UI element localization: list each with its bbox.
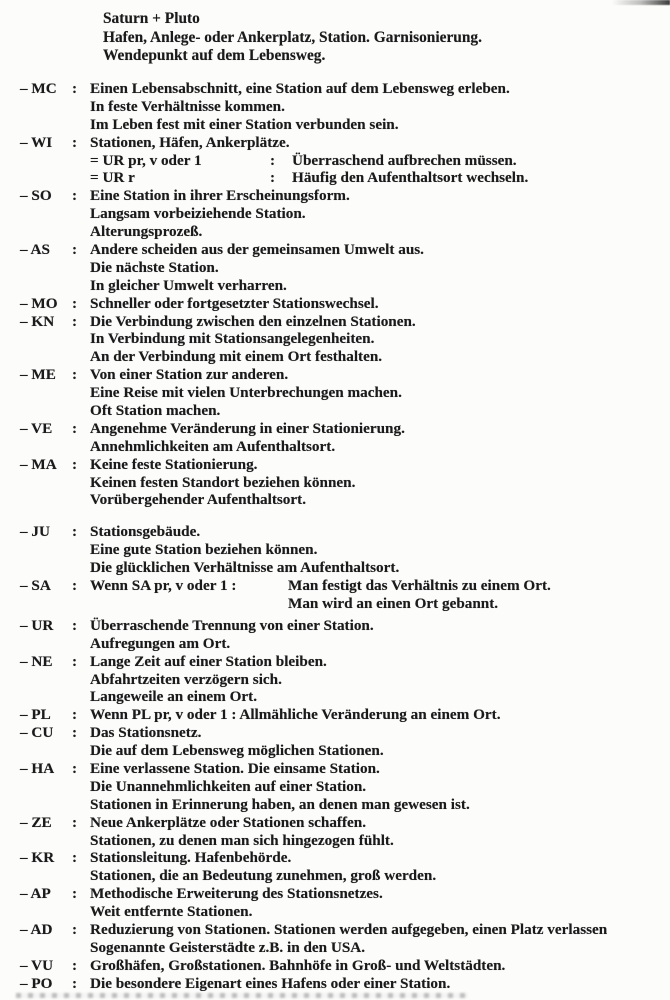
condition-text: Wenn SA pr, v oder 1 : (90, 577, 237, 595)
key-colon: : (72, 455, 78, 473)
entry-row (0, 832, 670, 850)
entry-row-ha (0, 760, 670, 778)
key-colon: : (72, 759, 78, 777)
meaning-text: Vorübergehender Aufenthaltsort. (90, 491, 306, 509)
entry-row-me (0, 366, 670, 384)
planet-key: – KN (20, 312, 55, 330)
meaning-text: In Verbindung mit Stationsangelegenheiten. (90, 330, 375, 348)
key-colon: : (72, 294, 78, 312)
key-colon: : (72, 80, 78, 97)
key-colon: : (72, 885, 78, 903)
meaning-text: Neue Ankerplätze oder Stationen schaffen. (90, 813, 367, 831)
meaning-text: Stationsgebäude. (90, 523, 201, 541)
planet-key: – SO (20, 187, 52, 205)
meaning-text: Großhäfen, Großstationen. Bahnhöfe in Groß- und Weltstädten. (90, 956, 506, 974)
entry-row (0, 635, 670, 653)
entry-row (0, 474, 670, 492)
condition-colon: : (270, 169, 276, 187)
scan-smudge-artifact (612, 0, 670, 5)
key-colon: : (72, 849, 78, 867)
meaning-text: Eine Reise mit vielen Unterbrechungen machen. (90, 384, 402, 402)
meaning-text: Eine verlassene Station. Die einsame Station. (90, 759, 380, 777)
planet-key: – VE (20, 419, 53, 437)
entry-row (0, 559, 670, 577)
meaning-text: Keinen festen Standort beziehen können. (90, 473, 356, 491)
condition-colon: : (270, 151, 276, 169)
meaning-text: Keine feste Stationierung. (90, 455, 258, 473)
planet-key: – HA (20, 759, 55, 777)
meaning-text: Reduzierung von Stationen. Stationen werden aufgegeben, einen Platz verlassen (90, 920, 608, 938)
planet-key: – MO (20, 294, 58, 312)
entry-row (0, 867, 670, 885)
key-colon: : (72, 724, 78, 742)
planet-key: – VU (20, 956, 54, 974)
meaning-text: Überraschend aufbrechen müssen. (292, 151, 517, 169)
planet-key: – MC (20, 80, 57, 97)
entry-row-mo (0, 295, 670, 313)
meaning-text: Eine Station in ihrer Erscheinungsform. (90, 187, 350, 205)
entry-row-kr (0, 849, 670, 867)
entry-row-po (0, 975, 670, 993)
entry-row-ur (0, 617, 670, 635)
meaning-text: Häufig den Aufenthaltsort wechseln. (292, 169, 529, 187)
key-colon: : (72, 366, 78, 384)
planet-key: – SA (20, 577, 51, 595)
meaning-text: Im Leben fest mit einer Station verbunden sein. (90, 115, 399, 133)
key-colon: : (72, 974, 78, 992)
entry-row-ju (0, 523, 670, 541)
meaning-text: Andere scheiden aus der gemeinsamen Umwelt aus. (90, 241, 424, 259)
planet-key: – UR (20, 616, 54, 634)
meaning-text: Stationen, Häfen, Ankerplätze. (90, 133, 290, 151)
key-colon: : (72, 187, 78, 205)
planet-key: – NE (20, 652, 53, 670)
planet-key: – WI (20, 133, 53, 151)
meaning-text: Aufregungen am Ort. (90, 634, 231, 652)
meaning-text: Eine gute Station beziehen können. (90, 541, 318, 559)
meaning-text: Alterungsprozeß. (90, 223, 203, 241)
meaning-text: An der Verbindung mit einem Ort festhalten. (90, 348, 383, 366)
key-colon: : (72, 956, 78, 974)
key-colon: : (72, 813, 78, 831)
meaning-text: Überraschende Trennung von einer Station. (90, 616, 374, 634)
entry-row (0, 330, 670, 348)
planet-key: – ME (20, 366, 56, 384)
entry-row (0, 688, 670, 706)
entry-row (0, 402, 670, 420)
entry-row-as (0, 241, 670, 259)
entry-row-mc (0, 80, 670, 98)
entry-row-sa (0, 577, 670, 595)
meaning-text: Die Verbindung zwischen den einzelnen Stationen. (90, 312, 416, 330)
meaning-text: Methodische Erweiterung des Stationsnetzes. (90, 885, 383, 903)
entry-list (0, 80, 670, 993)
meaning-text: Stationen, zu denen man sich hingezogen fühlt. (90, 831, 394, 849)
key-colon: : (72, 419, 78, 437)
entry-subrow (0, 595, 670, 613)
key-colon: : (72, 706, 78, 724)
meaning-text: Stationen, die an Bedeutung zunehmen, groß werden. (90, 867, 437, 885)
cutoff-text-artifact (16, 993, 468, 998)
entry-row (0, 223, 670, 241)
key-colon: : (72, 241, 78, 259)
entry-row-wi (0, 134, 670, 152)
entry-row (0, 348, 670, 366)
condition-text: = UR r (90, 169, 135, 187)
meaning-text: In gleicher Umwelt verharren. (90, 276, 287, 294)
entry-row-so (0, 187, 670, 205)
entry-row-ne (0, 653, 670, 671)
meaning-text: Man wird an einen Ort gebannt. (288, 594, 499, 612)
entry-row (0, 116, 670, 134)
planet-key: – AP (20, 885, 51, 903)
meaning-text: Die auf dem Lebensweg möglichen Stationen. (90, 742, 384, 760)
entry-row-pl (0, 706, 670, 724)
meaning-text: Von einer Station zur anderen. (90, 366, 289, 384)
meaning-text: Langsam vorbeiziehende Station. (90, 205, 306, 223)
key-colon: : (72, 133, 78, 151)
key-colon: : (72, 577, 78, 595)
entry-subrow (0, 152, 670, 170)
meaning-text: Sogenannte Geisterstädte z.B. in den USA. (90, 938, 366, 956)
entry-row-ze (0, 814, 670, 832)
meaning-text: In feste Verhältnisse kommen. (90, 97, 285, 115)
entry-row (0, 491, 670, 509)
meaning-text: Weit entfernte Stationen. (90, 903, 253, 921)
planet-key: – MA (20, 455, 57, 473)
planet-key: – KR (20, 849, 55, 867)
entry-row-ve (0, 420, 670, 438)
meaning-text: Man festigt das Verhältnis zu einem Ort. (288, 577, 551, 595)
meaning-text: Lange Zeit auf einer Station bleiben. (90, 652, 327, 670)
key-colon: : (72, 920, 78, 938)
meaning-text: Oft Station machen. (90, 402, 221, 420)
planet-key: – PL (20, 706, 51, 724)
planet-key: – PO (20, 974, 53, 992)
meaning-text: Stationsleitung. Hafenbehörde. (90, 849, 292, 867)
entry-row (0, 205, 670, 223)
condition-text: = UR pr, v oder 1 (90, 151, 202, 169)
entry-row-vu (0, 957, 670, 975)
meaning-text: Annehmlichkeiten am Aufenthaltsort. (90, 437, 336, 455)
meaning-text: Angenehme Veränderung in einer Stationierung. (90, 419, 405, 437)
entry-row-kn (0, 313, 670, 331)
page-title: Saturn + Pluto (103, 10, 200, 27)
planet-key: – CU (20, 724, 54, 742)
entry-row-ad (0, 921, 670, 939)
meaning-text: Die nächste Station. (90, 258, 219, 276)
entry-row (0, 277, 670, 295)
page-header (103, 10, 482, 66)
meaning-text: Die Unannehmlichkeiten auf einer Station. (90, 777, 367, 795)
meaning-text: Schneller oder fortgesetzter Stationswechsel. (90, 294, 379, 312)
key-colon: : (72, 312, 78, 330)
entry-row (0, 903, 670, 921)
entry-row (0, 778, 670, 796)
entry-row-ma (0, 456, 670, 474)
entry-row (0, 742, 670, 760)
meaning-text: Langeweile an einem Ort. (90, 688, 258, 706)
planet-key: – JU (20, 523, 50, 541)
meaning-text: Die glücklichen Verhältnisse am Aufenthaltsort. (90, 559, 400, 577)
key-colon: : (72, 652, 78, 670)
entry-row (0, 98, 670, 116)
meaning-text: Wenn PL pr, v oder 1 : Allmähliche Veränderung an einem Ort. (90, 706, 501, 724)
entry-row (0, 939, 670, 957)
entry-row (0, 259, 670, 277)
planet-key: – ZE (20, 813, 52, 831)
entry-row (0, 384, 670, 402)
meaning-text: Abfahrtzeiten verzögern sich. (90, 670, 282, 688)
planet-key: – AD (20, 920, 53, 938)
planet-key: – AS (20, 241, 50, 259)
header-subtitle-2: Wendepunkt auf dem Lebensweg. (103, 47, 326, 64)
entry-row-ap (0, 885, 670, 903)
header-subtitle-1: Hafen, Anlege- oder Ankerplatz, Station. Garnisonierung. (103, 28, 482, 46)
entry-subrow (0, 169, 670, 187)
entry-row (0, 671, 670, 689)
key-colon: : (72, 616, 78, 634)
entry-row (0, 438, 670, 456)
entry-row-cu (0, 724, 670, 742)
meaning-text: Das Stationsnetz. (90, 724, 202, 742)
meaning-text: Stationen in Erinnerung haben, an denen man gewesen ist. (90, 795, 470, 813)
key-colon: : (72, 523, 78, 541)
entry-row (0, 796, 670, 814)
meaning-text: Die besondere Eigenart eines Hafens oder einer Station. (90, 974, 451, 992)
meaning-text: Einen Lebensabschnitt, eine Station auf dem Lebensweg erleben. (90, 80, 510, 97)
entry-row (0, 541, 670, 559)
